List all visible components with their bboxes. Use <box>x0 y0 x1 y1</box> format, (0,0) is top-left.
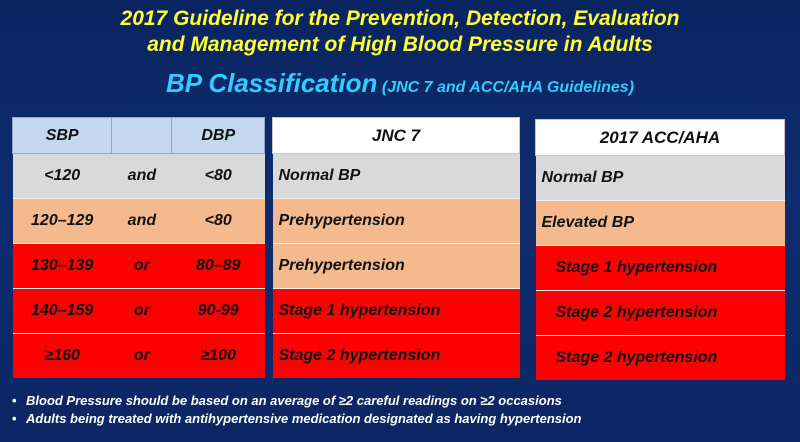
table-row <box>13 289 265 334</box>
table-row <box>13 334 265 379</box>
acc-aha-category: Normal BP <box>536 156 785 201</box>
table-row <box>13 154 265 199</box>
conj-cell: or <box>112 334 172 379</box>
bp-threshold-table <box>12 117 265 378</box>
conj-cell: and <box>112 154 172 199</box>
footnote-item <box>12 392 582 410</box>
header-acc-aha: 2017 ACC/AHA <box>536 120 785 156</box>
acc-aha-category: Stage 1 hypertension <box>536 246 785 291</box>
bullet-icon: • <box>12 393 17 408</box>
table-row <box>536 246 785 291</box>
footnote-item <box>12 410 582 428</box>
dbp-cell: 90-99 <box>172 289 265 334</box>
table-row <box>536 291 785 336</box>
header-sbp: SBP <box>13 118 112 154</box>
table-row <box>13 199 265 244</box>
table-row <box>273 289 520 334</box>
section-subtitle <box>0 68 800 99</box>
jnc7-category: Stage 1 hypertension <box>273 289 520 334</box>
footnote-text: Adults being treated with antihypertensive medication designated as having hypertension <box>26 411 582 426</box>
conj-cell: or <box>112 289 172 334</box>
table-header-row <box>273 118 520 154</box>
sbp-cell: 120–129 <box>13 199 112 244</box>
table-row <box>273 154 520 199</box>
header-dbp: DBP <box>172 118 265 154</box>
acc-aha-category: Elevated BP <box>536 201 785 246</box>
page-title-line-1: 2017 Guideline for the Prevention, Detection, Evaluation <box>120 7 680 30</box>
header-blank <box>112 118 172 154</box>
table-row <box>13 244 265 289</box>
jnc7-category: Stage 2 hypertension <box>273 334 520 379</box>
acc-aha-category: Stage 2 hypertension <box>536 336 785 381</box>
jnc7-category: Normal BP <box>273 154 520 199</box>
dbp-cell: 80–89 <box>172 244 265 289</box>
subtitle-sub: (JNC 7 and ACC/AHA Guidelines) <box>381 79 635 96</box>
dbp-cell: <80 <box>172 154 265 199</box>
table-row <box>536 201 785 246</box>
table-row <box>273 199 520 244</box>
table-row <box>273 244 520 289</box>
sbp-cell: 130–139 <box>13 244 112 289</box>
table-row <box>536 336 785 381</box>
dbp-cell: ≥100 <box>172 334 265 379</box>
acc-aha-category: Stage 2 hypertension <box>536 291 785 336</box>
page-title-line-2: and Management of High Blood Pressure in Adults <box>147 33 653 56</box>
table-header-row <box>536 120 785 156</box>
acc-aha-table <box>535 119 785 380</box>
dbp-cell: <80 <box>172 199 265 244</box>
table-header-row <box>13 118 265 154</box>
footnotes <box>12 392 582 428</box>
sbp-cell: 140–159 <box>13 289 112 334</box>
sbp-cell: <120 <box>13 154 112 199</box>
header-jnc7: JNC 7 <box>273 118 520 154</box>
subtitle-main: BP Classification <box>165 68 378 98</box>
jnc7-category: Prehypertension <box>273 244 520 289</box>
table-row <box>536 156 785 201</box>
conj-cell: or <box>112 244 172 289</box>
conj-cell: and <box>112 199 172 244</box>
footnote-text: Blood Pressure should be based on an average of ≥2 careful readings on ≥2 occasions <box>26 393 562 408</box>
jnc7-category: Prehypertension <box>273 199 520 244</box>
sbp-cell: ≥160 <box>13 334 112 379</box>
jnc7-table <box>272 117 520 378</box>
table-row <box>273 334 520 379</box>
bullet-icon: • <box>12 411 17 426</box>
